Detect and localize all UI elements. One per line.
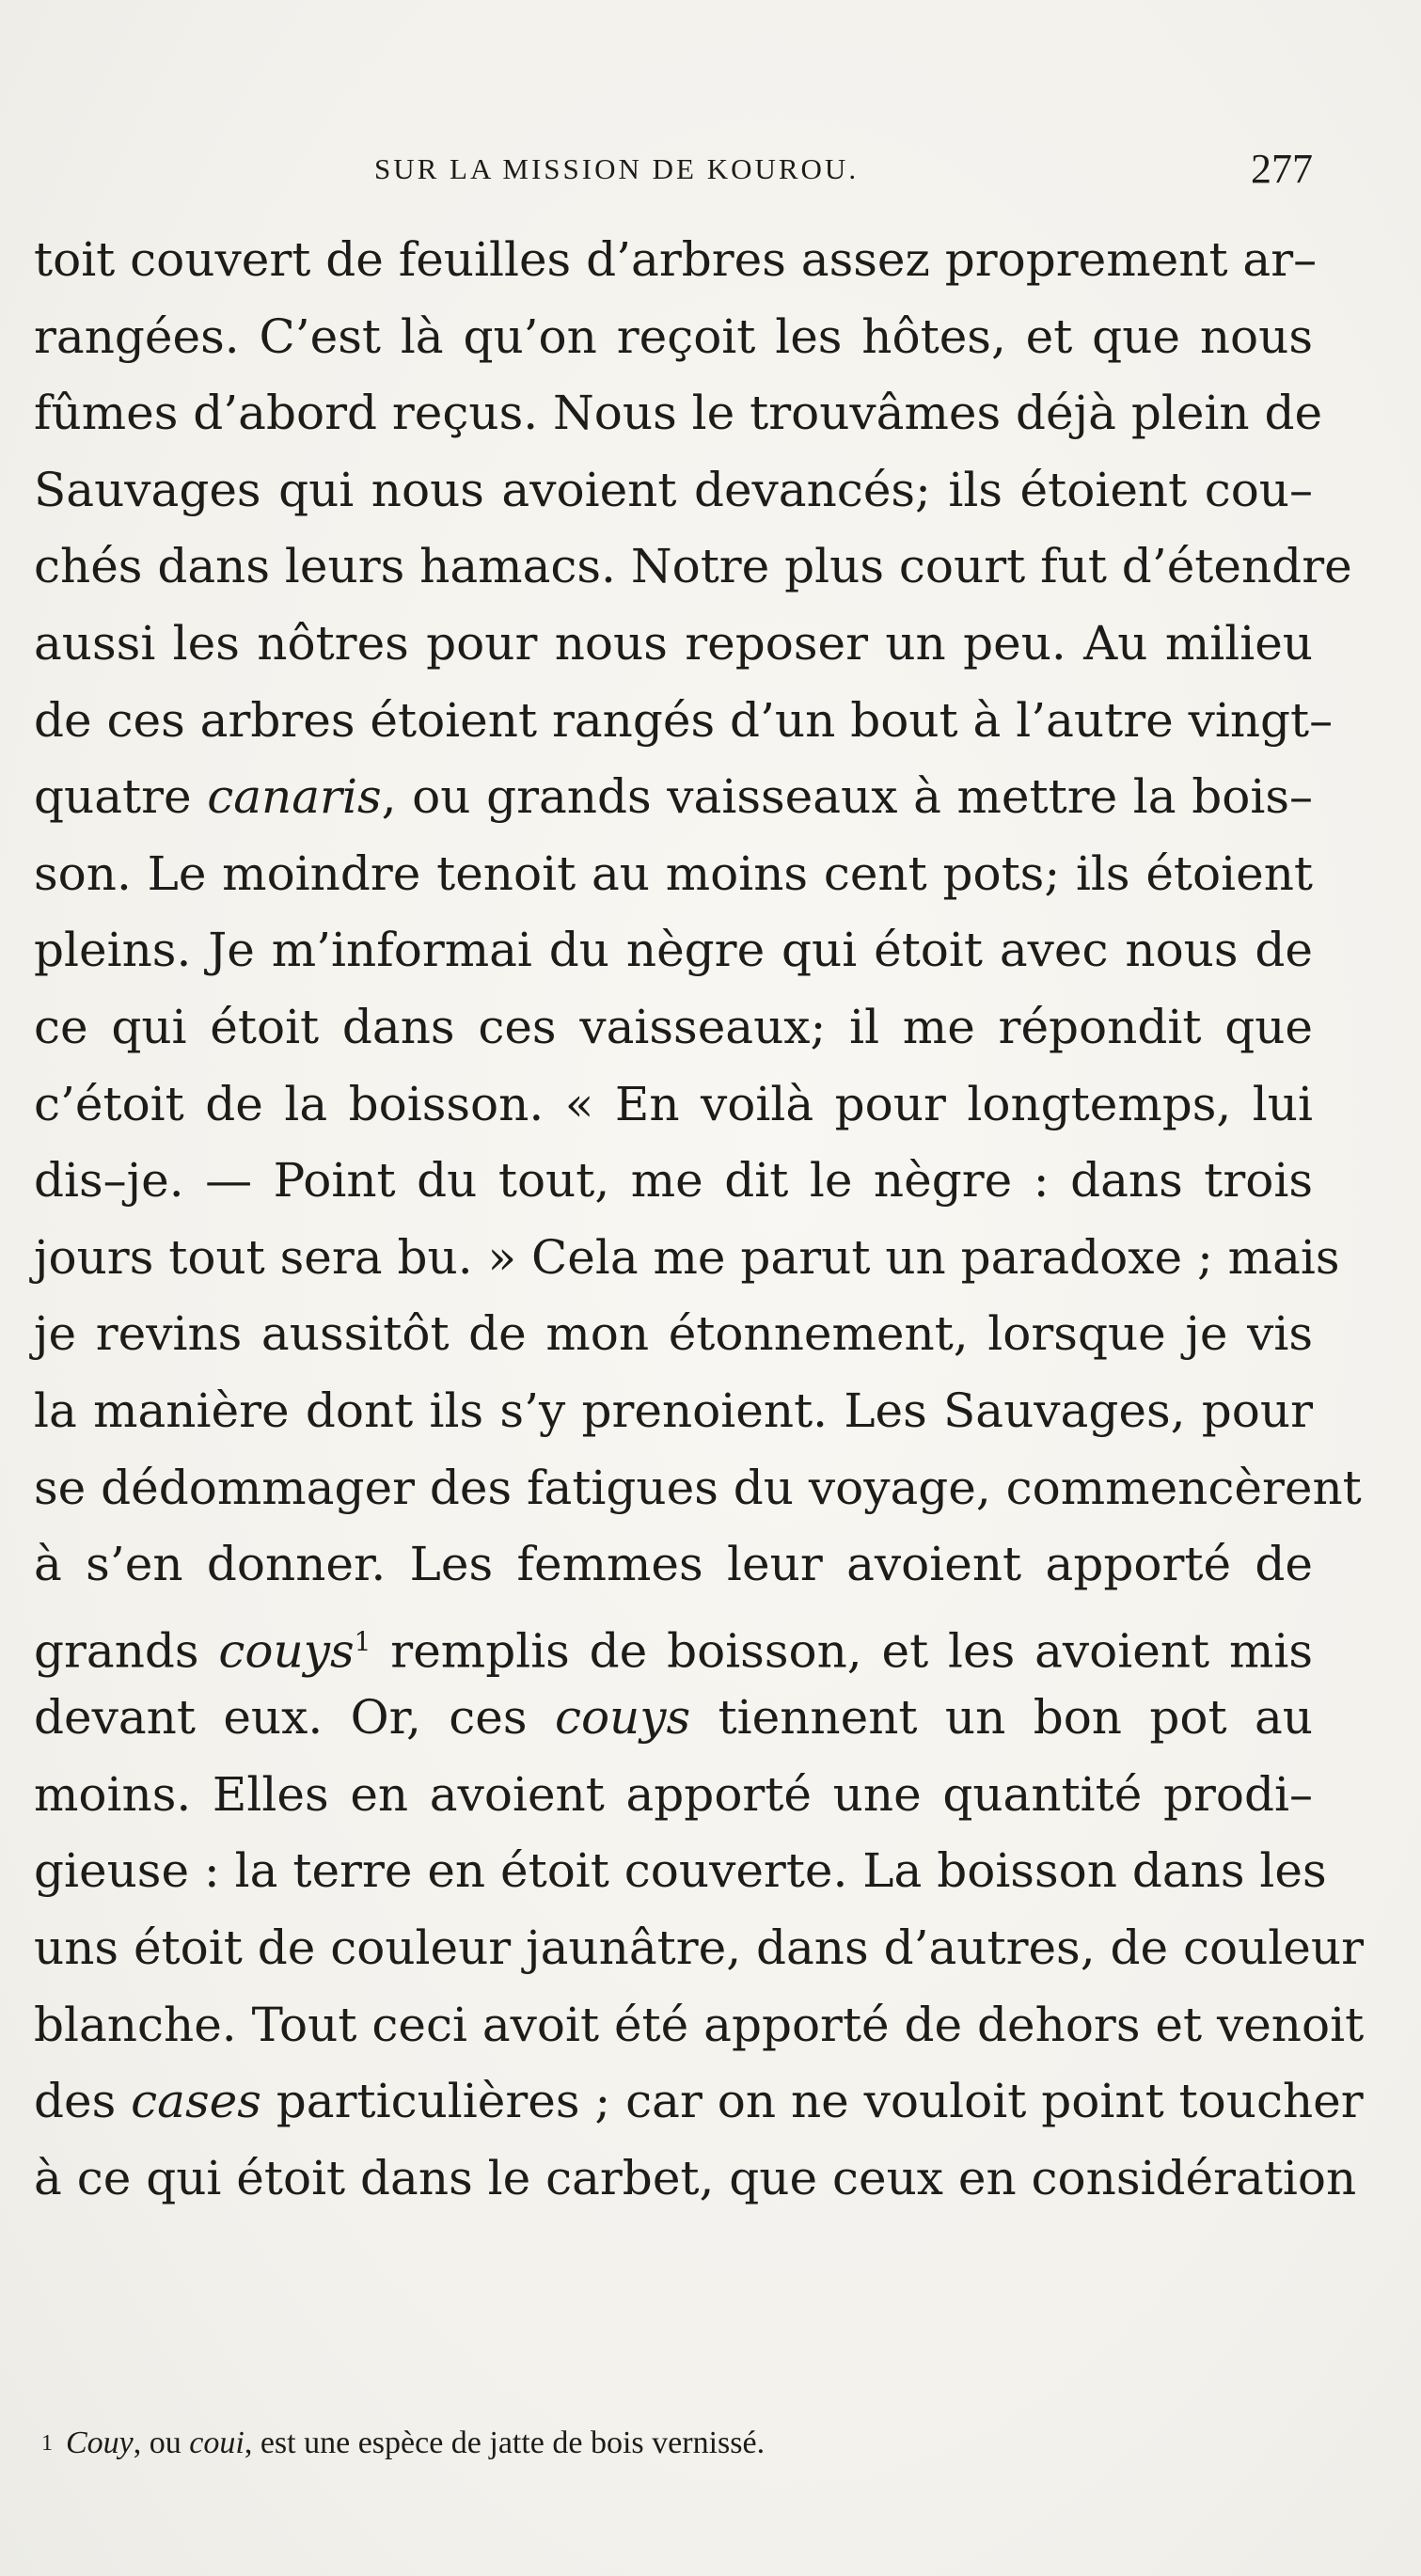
text-line: aussi les nôtres pour nous reposer un peu. Au milieu [34, 615, 1313, 671]
text-line: chés dans leurs hamacs. Notre plus court fut d’étendre [34, 539, 1352, 594]
page-header [34, 141, 1313, 198]
footnote-term-alt: coui [189, 2426, 245, 2460]
text-line: rangées. C’est là qu’on reçoit les hôtes, et que nous [34, 308, 1313, 364]
footnote [34, 2419, 1313, 2468]
text-line: jours tout sera bu. » Cela me parut un paradoxe ; mais [34, 1229, 1340, 1285]
text-line: devant eux. Or, ces couys tiennent un bon pot au [34, 1690, 1313, 1746]
text-line: pleins. Je m’informai du nègre qui étoit avec nous de [34, 923, 1313, 978]
footnote-marker: 1 [41, 2431, 53, 2456]
text-line: blanche. Tout ceci avoit été apporté de dehors et venoit [34, 1997, 1365, 2052]
page-number: 277 [1251, 146, 1313, 192]
text-line: dis–je. — Point du tout, me dit le nègre : dans trois [34, 1153, 1313, 1209]
footnote-text: , est une espèce de jatte de bois vernissé. [244, 2426, 766, 2460]
text-line: gieuse : la terre en étoit couverte. La boisson dans les [34, 1843, 1327, 1899]
text-line: se dédommager des fatigues du voyage, commencèrent [34, 1460, 1362, 1515]
body-text [34, 222, 1365, 2217]
text-line: moins. Elles en avoient apporté une quantité prodi– [34, 1766, 1313, 1822]
text-line: ce qui étoit dans ces vaisseaux; il me répondit que [34, 999, 1313, 1054]
text-line: je revins aussitôt de mon étonnement, lorsque je vis [34, 1306, 1313, 1362]
text-line: quatre canaris, ou grands vaisseaux à mettre la bois– [34, 769, 1313, 825]
text-line: son. Le moindre tenoit au moins cent pots; ils étoient [34, 845, 1313, 901]
text-line: toit couvert de feuilles d’arbres assez proprement ar– [34, 232, 1318, 287]
text-line: de ces arbres étoient rangés d’un bout à l’autre vingt– [34, 692, 1334, 748]
text-line: à s’en donner. Les femmes leur avoient apporté de [34, 1537, 1313, 1592]
text-line: uns étoit de couleur jaunâtre, dans d’autres, de couleur [34, 1920, 1364, 1976]
footnote-term: Couy [66, 2426, 134, 2460]
text-line: grands couys$^1$ remplis de boisson, et les avoient mis [34, 1623, 1314, 1679]
text-line: à ce qui étoit dans le carbet, que ceux en considération [34, 2150, 1357, 2205]
footnote-connector: , ou [133, 2426, 190, 2460]
text-line: fûmes d’abord reçus. Nous le trouvâmes déjà plein de [34, 386, 1323, 441]
text-line: la manière dont ils s’y prenoient. Les Sauvages, pour [34, 1383, 1313, 1438]
text-line: des cases particulières ; car on ne vouloit point toucher [34, 2074, 1364, 2129]
text-line: c’étoit de la boisson. « En voilà pour longtemps, lui [34, 1076, 1313, 1131]
text-line: Sauvages qui nous avoient devancés; ils étoient cou– [34, 462, 1313, 517]
running-head: SUR LA MISSION DE KOUROU. [374, 152, 860, 185]
